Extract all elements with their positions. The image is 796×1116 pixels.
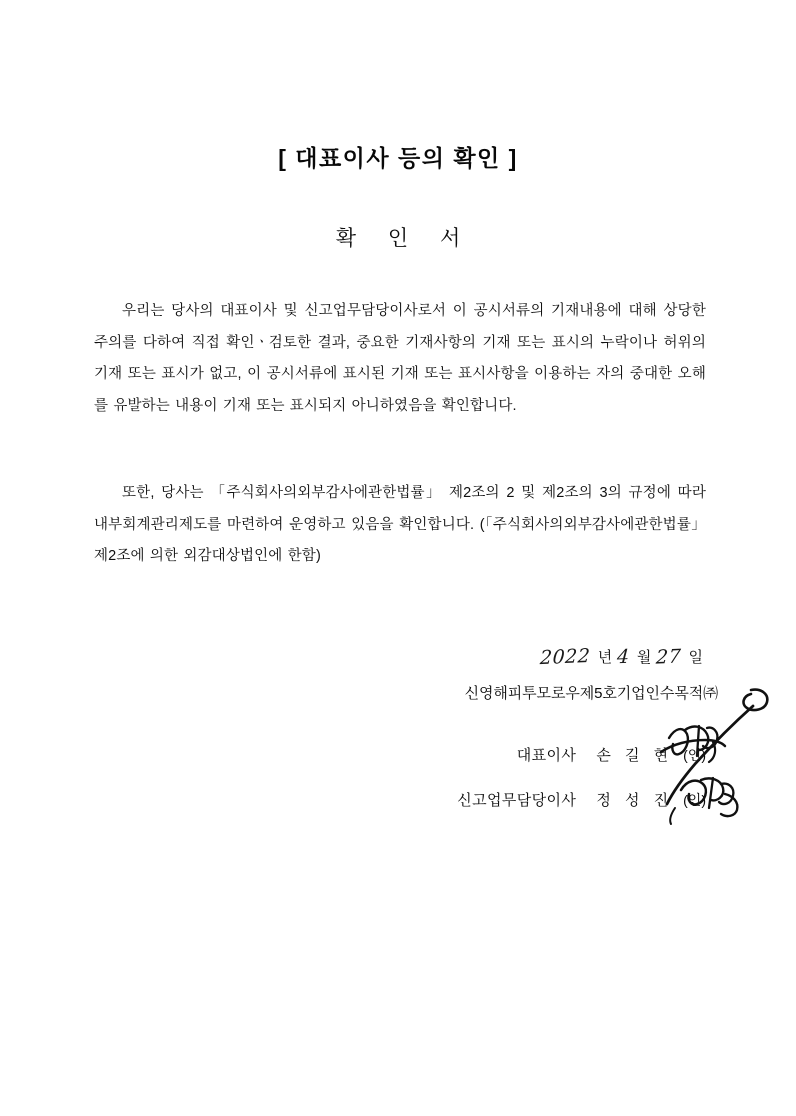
date-day-handwritten: 27 bbox=[655, 645, 683, 669]
officer-role-2: 신고업무담당이사 bbox=[457, 792, 577, 809]
date-day-unit: 일 bbox=[688, 649, 703, 666]
body-paragraph-1: 우리는 당사의 대표이사 및 신고업무담당이사로서 이 공시서류의 기재내용에 대해 상당한 주의를 다하여 직접 확인ㆍ검토한 결과, 중요한 기재사항의 기재 또는 표시의 누락이나 허위의 기재 또는 표시가 없고, 이 공시서류에 표시된 기재 또는 표시사항을 이용하는 자의 중대한 오해를 유발하는 내용이 기재 또는 표시되지 아니하였음을 확인합니다. bbox=[94, 303, 706, 414]
officer-name-2: 정 성 진 bbox=[596, 792, 674, 809]
date-year-unit: 년 bbox=[597, 649, 613, 666]
body-paragraph-2: 또한, 당사는 「주식회사의외부감사에관한법률」 제2조의 2 및 제2조의 3의 규정에 따라 내부회계관리제도를 마련하여 운영하고 있음을 확인합니다. (「주식회사의외부감사에관한법률」 제2조에 의한 외감대상법인에 한함) bbox=[94, 485, 706, 564]
date-line bbox=[0, 630, 706, 684]
officer-seal-2: (인) bbox=[683, 792, 706, 808]
document-subtitle: 확 인 서 bbox=[335, 227, 474, 250]
officer-row-filing-director bbox=[0, 773, 706, 826]
page-title: [ 대표이사 등의 확인 ] bbox=[278, 145, 518, 171]
officer-name-1: 손 길 현 bbox=[596, 747, 674, 764]
officer-role-1: 대표이사 bbox=[516, 747, 577, 764]
date-month-handwritten: 4 bbox=[616, 645, 631, 669]
date-year-handwritten: 2022 bbox=[539, 644, 592, 670]
date-month-unit: 월 bbox=[636, 649, 652, 666]
company-name: 신영해피투모로우제5호기업인수목적㈜ bbox=[464, 685, 718, 702]
officer-seal-1: (인) bbox=[683, 747, 706, 763]
